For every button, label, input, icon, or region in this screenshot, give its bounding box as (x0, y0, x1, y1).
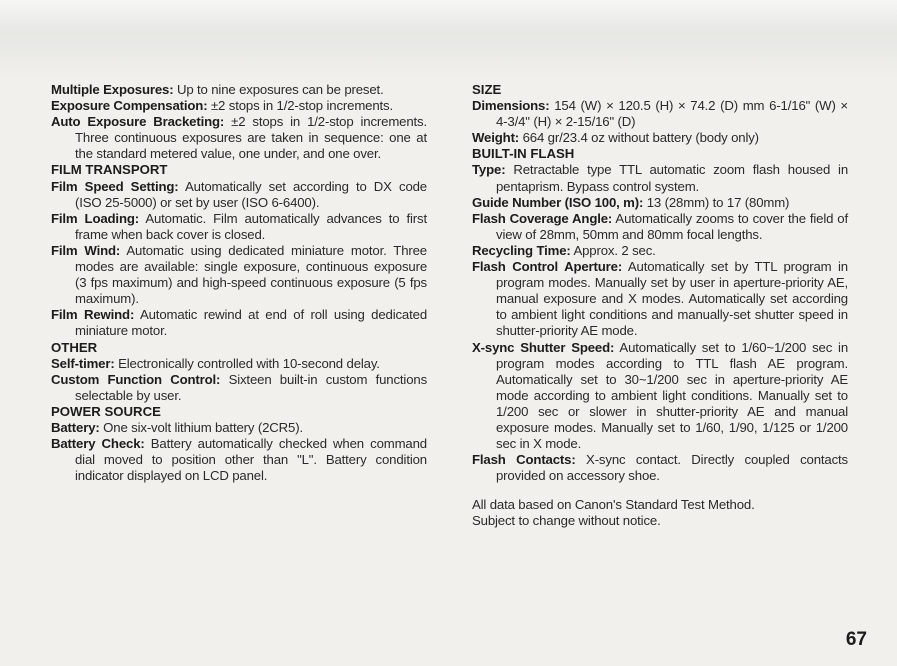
spec-term: Recycling Time: (472, 242, 571, 258)
spec-entry-guide-number-iso-100-m (472, 195, 848, 211)
spec-description: ±2 stops in 1/2-stop increments. Three continuous exposures are taken in sequence: one at the standard metered value, one under, and one over. (75, 114, 427, 162)
spec-entry-weight (472, 130, 848, 146)
section-heading-other: OTHER (51, 339, 98, 355)
spec-term: Type: (472, 162, 506, 178)
section-heading-built-in-flash: BUILT-IN FLASH (472, 146, 575, 162)
spec-term: Battery Check: (51, 436, 145, 452)
spec-term: Battery: (51, 419, 100, 435)
spec-term: Weight: (472, 130, 520, 146)
spec-description: 154 (W) × 120.5 (H) × 74.2 (D) mm 6-1/16" (W) × 4-3/4" (H) × 2-15/16" (D) (496, 98, 848, 130)
footnote-line-2: Subject to change without notice. (472, 513, 661, 529)
spec-description: Automatic. Film automatically advances to first frame when back cover is closed. (75, 210, 427, 242)
section-heading-film-transport: FILM TRANSPORT (51, 162, 168, 178)
spec-term: Dimensions: (472, 98, 550, 114)
spec-term: Multiple Exposures: (51, 82, 174, 97)
spec-term: Film Wind: (51, 242, 121, 258)
spec-entry-x-sync-shutter-speed (472, 340, 848, 453)
spec-term: Flash Control Aperture: (472, 259, 623, 275)
right-spec-entries (472, 82, 848, 484)
spec-entry-film-rewind (51, 307, 427, 339)
spec-description: Automatically zooms to cover the field of view of 28mm, 50mm and 80mm focal lengths. (496, 210, 848, 242)
spec-description: Up to nine exposures can be preset. (176, 82, 384, 97)
spec-entry-flash-contacts (472, 452, 848, 484)
section-heading-power-source: POWER SOURCE (51, 403, 161, 419)
spec-entry-film-speed-setting (51, 179, 427, 211)
spec-description: Automatically set according to DX code (ISO 25-5000) or set by user (ISO 6-6400). (75, 178, 427, 210)
top-shadow-band (0, 0, 897, 80)
spec-entry-type (472, 162, 848, 194)
spec-term: X-sync Shutter Speed: (472, 339, 615, 355)
spec-term: Guide Number (ISO 100, m): (472, 194, 644, 210)
spec-entry-self-timer (51, 356, 427, 372)
spec-description: Approx. 2 sec. (573, 242, 656, 258)
section-heading-size: SIZE (472, 82, 502, 97)
spec-term: Auto Exposure Bracketing: (51, 114, 225, 130)
spec-entry-battery-check (51, 436, 427, 484)
spec-entry-film-wind (51, 243, 427, 307)
spec-term: Flash Coverage Angle: (472, 210, 613, 226)
spec-description: Automatically set by TTL program in program modes. Manually set by user in aperture-priority AE, manual exposure and X modes. Automatically set according to ambient light conditions and manually-set shutter speed in shutter-priority AE mode. (496, 259, 848, 339)
footnote (472, 497, 848, 529)
spec-term: Exposure Compensation: (51, 98, 208, 114)
spec-entry-flash-coverage-angle (472, 211, 848, 243)
left-spec-column (51, 82, 427, 484)
spec-entry-exposure-compensation (51, 98, 427, 114)
spec-description: One six-volt lithium battery (2CR5). (103, 419, 303, 435)
spec-description: Electronically controlled with 10-second delay. (118, 355, 380, 371)
spec-term: Custom Function Control: (51, 371, 221, 387)
right-spec-column (472, 82, 848, 530)
page-number: 67 (845, 629, 867, 650)
spec-entry-multiple-exposures (51, 82, 427, 98)
footnote-line-1: All data based on Canon's Standard Test Method. (472, 497, 755, 513)
spec-entry-dimensions (472, 98, 848, 130)
spec-description: Retractable type TTL automatic zoom flash housed in pentaprism. Bypass control system. (496, 162, 849, 194)
spec-term: Film Rewind: (51, 307, 135, 323)
spec-entry-flash-control-aperture (472, 259, 848, 339)
spec-description: Automatic rewind at end of roll using dedicated miniature motor. (75, 307, 428, 339)
spec-entry-recycling-time (472, 243, 848, 259)
spec-description: 664 gr/23.4 oz without battery (body only) (522, 130, 759, 146)
spec-description: Automatic using dedicated miniature motor. Three modes are available: single exposure, continuous exposure (3 fps maximum) and high-speed continuous exposure (5 fps maximum). (75, 242, 427, 307)
spec-description: ±2 stops in 1/2-stop increments. (210, 98, 393, 114)
spec-description: 13 (28mm) to 17 (80mm) (646, 194, 790, 210)
spec-term: Film Loading: (51, 210, 140, 226)
spec-description: Battery automatically checked when command dial moved to position other than "L". Battery condition indicator displayed on LCD panel. (75, 436, 427, 484)
spec-entry-auto-exposure-bracketing (51, 114, 427, 162)
spec-entry-battery (51, 420, 427, 436)
spec-term: Film Speed Setting: (51, 178, 179, 194)
spec-entry-film-loading (51, 211, 427, 243)
spec-description: X-sync contact. Directly coupled contacts provided on accessory shoe. (496, 452, 849, 484)
spec-description: Sixteen built-in custom functions selectable by user. (75, 371, 428, 403)
spec-term: Flash Contacts: (472, 452, 576, 468)
spec-entry-custom-function-control (51, 372, 427, 404)
spec-description: Automatically set to 1/60~1/200 sec in program modes according to TTL flash AE program. Automatically set to 30~1/200 sec in aperture-priority AE mode according to ambient light conditions. Manually set to 1/200 sec or slower in shutter-priority AE and manual exposure modes. Manually set to 1/60, 1/90, 1/125 or 1/200 sec in X mode. (496, 339, 848, 452)
spec-term: Self-timer: (51, 355, 115, 371)
